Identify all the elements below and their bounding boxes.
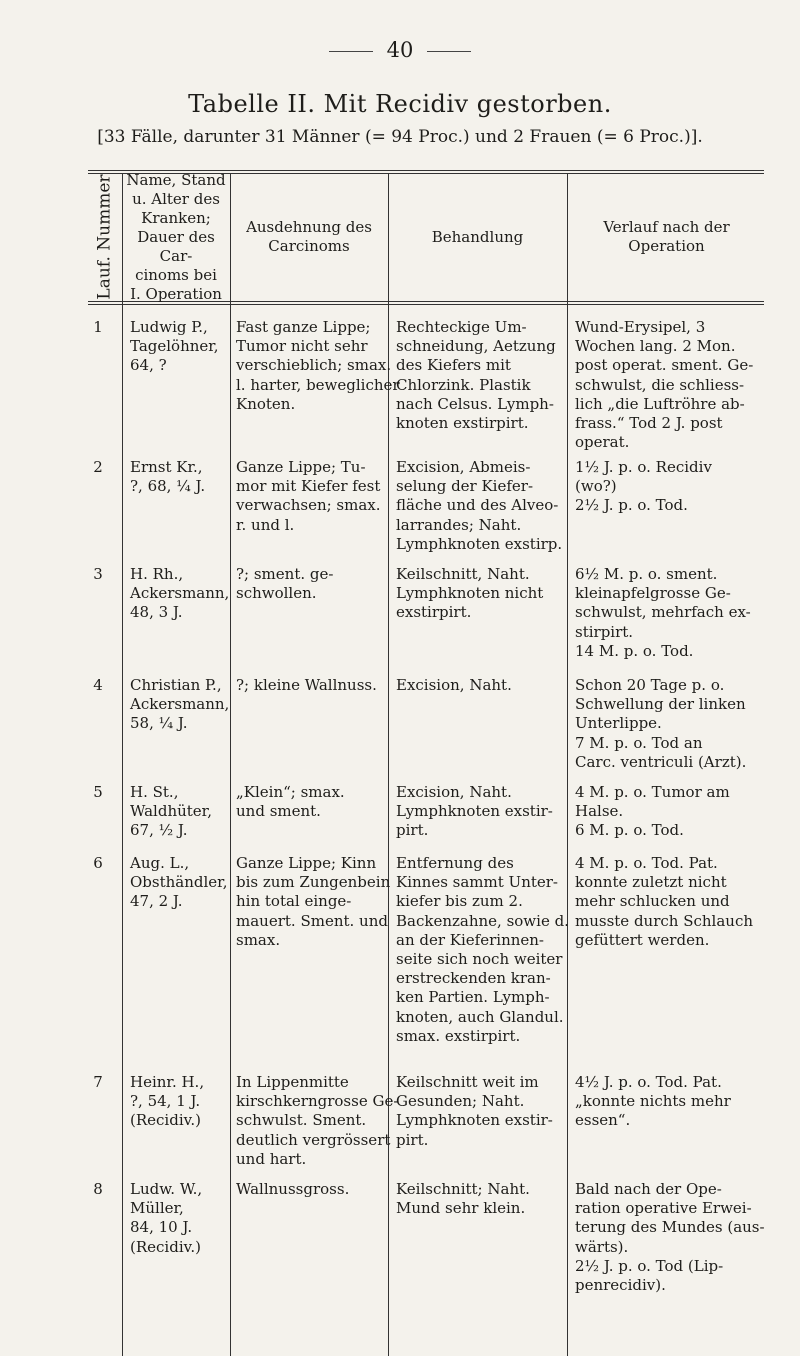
row-course: 4 M. p. o. Tumor am Halse. 6 M. p. o. Tod. <box>575 783 730 840</box>
row-extent: Ganze Lippe; Tu- mor mit Kiefer fest verwachsen; smax. r. und l. <box>236 458 381 534</box>
row-name: Ernst Kr., ?, 68, ¼ J. <box>130 458 206 496</box>
row-treatment: Keilschnitt; Naht. Mund sehr klein. <box>396 1180 530 1218</box>
row-course: 4½ J. p. o. Tod. Pat. „konnte nichts mehr essen“. <box>575 1073 731 1130</box>
row-number: 2 <box>93 458 103 476</box>
header-course: Verlauf nach der Operation <box>603 218 730 255</box>
header-extent: Ausdehnung des Carcinoms <box>246 218 372 255</box>
header-treatment: Behandlung <box>431 227 524 246</box>
row-number: 3 <box>93 565 103 583</box>
row-extent: Fast ganze Lippe; Tumor nicht sehr verschieblich; smax. l. harter, beweglicher Knoten. <box>236 318 400 413</box>
row-extent: In Lippenmitte kirschkerngrosse Ge- schwulst. Sment. deutlich vergrössert und hart. <box>236 1073 399 1168</box>
row-number: 4 <box>93 676 103 694</box>
row-extent: Wallnussgross. <box>236 1180 350 1198</box>
row-course: Schon 20 Tage p. o. Schwellung der linken Unterlippe. 7 M. p. o. Tod an Carc. ventriculi (Arzt). <box>575 676 747 771</box>
row-name: Aug. L., Obsthändler, 47, 2 J. <box>130 854 228 911</box>
table-title: Tabelle II. Mit Recidiv gestorben. <box>188 90 612 118</box>
row-extent: ?; kleine Wallnuss. <box>236 676 377 694</box>
row-course: 1½ J. p. o. Recidiv (wo?) 2½ J. p. o. Tod. <box>575 458 712 515</box>
page-number: 40 <box>0 38 800 62</box>
row-name: H. St., Waldhüter, 67, ½ J. <box>130 783 212 840</box>
row-treatment: Keilschnitt weit im Gesunden; Naht. Lymphknoten exstir- pirt. <box>396 1073 553 1149</box>
row-name: H. Rh., Ackersmann, 48, 3 J. <box>130 565 230 622</box>
row-name: Ludwig P., Tagelöhner, 64, ? <box>130 318 219 375</box>
row-number: 1 <box>93 318 103 336</box>
row-treatment: Excision, Abmeis- selung der Kiefer- fläche und des Alveo- larrandes; Naht. Lymphknoten exstirp. <box>396 458 563 553</box>
dash-right <box>427 51 471 52</box>
row-treatment: Excision, Naht. <box>396 676 512 694</box>
header-bottom-rule-2 <box>88 304 764 305</box>
header-name: Name, Stand u. Alter des Kranken; Dauer des Car- cinoms bei I. Operation <box>126 170 226 303</box>
row-name: Christian P., Ackersmann, 58, ¼ J. <box>130 676 230 733</box>
col-line-2 <box>230 174 231 1356</box>
row-treatment: Excision, Naht. Lymphknoten exstir- pirt. <box>396 783 553 840</box>
row-number: 8 <box>93 1180 103 1198</box>
col-line-1 <box>122 174 123 1356</box>
row-extent: Ganze Lippe; Kinn bis zum Zungenbein hin total einge- mauert. Sment. und smax. <box>236 854 391 949</box>
row-extent: „Klein“; smax. und sment. <box>236 783 345 821</box>
row-course: Bald nach der Ope- ration operative Erwei- terung des Mundes (aus- wärts). 2½ J. p. o. Tod (Lip- penrecidiv). <box>575 1180 765 1295</box>
row-treatment: Entfernung des Kinnes sammt Unter- kiefer bis zum 2. Backenzahne, sowie d. an der Kieferinnen- seite sich noch weiter erstreckenden kran- ken Partien. Lymph- knoten, auch Glandul. smax. exstirpirt. <box>396 854 569 1045</box>
table-subtitle: [33 Fälle, darunter 31 Männer (= 94 Proc.) und 2 Frauen (= 6 Proc.)]. <box>97 127 703 147</box>
row-extent: ?; sment. ge- schwollen. <box>236 565 334 603</box>
row-treatment: Keilschnitt, Naht. Lymphknoten nicht exstirpirt. <box>396 565 544 622</box>
row-number: 5 <box>93 783 103 801</box>
row-number: 6 <box>93 854 103 872</box>
row-course: 4 M. p. o. Tod. Pat. konnte zuletzt nicht mehr schlucken und musste durch Schlauch gefüttert werden. <box>575 854 754 949</box>
dash-left <box>329 51 373 52</box>
row-name: Heinr. H., ?, 54, 1 J. (Recidiv.) <box>130 1073 205 1130</box>
row-name: Ludw. W., Müller, 84, 10 J. (Recidiv.) <box>130 1180 203 1256</box>
row-number: 7 <box>93 1073 103 1091</box>
col-line-4 <box>567 174 568 1356</box>
row-treatment: Rechteckige Um- schneidung, Aetzung des Kiefers mit Chlorzink. Plastik nach Celsus. Lymph- knoten exstirpirt. <box>396 318 556 433</box>
row-course: 6½ M. p. o. sment. kleinapfelgrosse Ge- schwulst, mehrfach ex- stirpirt. 14 M. p. o. Tod. <box>575 565 751 660</box>
row-course: Wund-Erysipel, 3 Wochen lang. 2 Mon. post operat. sment. Ge- schwulst, die schliess- lich „die Luftröhre ab- frass.“ Tod 2 J. post operat. <box>575 318 754 452</box>
header-num: Lauf. Nummer <box>95 174 115 300</box>
